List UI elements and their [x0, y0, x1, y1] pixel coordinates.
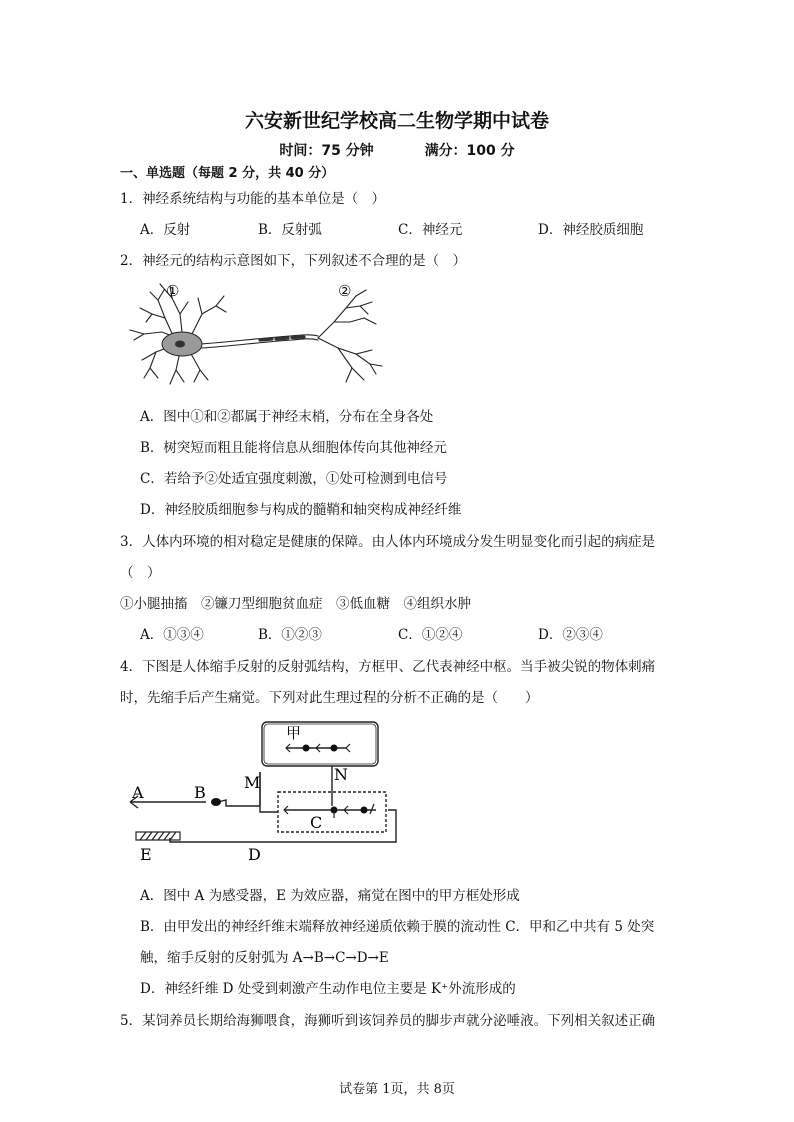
- exam-info: [0, 140, 794, 160]
- page-title: 六安新世纪学校高二生物学期中试卷: [244, 110, 549, 132]
- reflex-label-e: E: [140, 845, 152, 864]
- question-2-option-c: C．若给予②处适宜强度刺激，①处可检测到电信号: [140, 471, 448, 487]
- question-4-stem-line1: 4．下图是人体缩手反射的反射弧结构，方框甲、乙代表神经中枢。当手被尖锐的物体刺痛: [120, 659, 656, 675]
- exam-score: 满分：100 分: [424, 143, 515, 159]
- question-3-option-d: D．②③④: [538, 627, 603, 643]
- question-3-items: ①小腿抽搐 ②镰刀型细胞贫血症 ③低血糖 ④组织水肿: [120, 596, 471, 612]
- question-3-option-c: C．①②④: [398, 627, 463, 643]
- reflex-label-b: B: [194, 783, 206, 802]
- exam-time: 时间：75 分钟: [279, 143, 374, 159]
- question-1-option-c: C．神经元: [398, 222, 463, 238]
- neuron-diagram: [120, 278, 390, 390]
- question-2-stem: 2．神经元的结构示意图如下，下列叙述不合理的是（ ）: [120, 253, 467, 269]
- question-3-stem-line1: 3．人体内环境的相对稳定是健康的保障。由人体内环境成分发生明显变化而引起的病症是: [120, 534, 656, 550]
- question-4-option-d: D．神经纤维 D 处受到刺激产生动作电位主要是 K⁺外流形成的: [140, 981, 516, 997]
- question-2-option-d: D．神经胶质细胞参与构成的髓鞘和轴突构成神经纤维: [140, 502, 462, 518]
- question-3-option-b: B．①②③: [258, 627, 322, 643]
- question-1-stem: 1．神经系统结构与功能的基本单位是（ ）: [120, 191, 386, 207]
- reflex-label-jia: 甲: [286, 724, 302, 742]
- question-2-option-a: A．图中①和②都属于神经末梢，分布在全身各处: [140, 409, 434, 425]
- neuron-label-2: ②: [338, 282, 352, 300]
- question-4-option-bc-line2: 触，缩手反射的反射弧为 A→B→C→D→E: [140, 950, 389, 966]
- reflex-label-c: C: [310, 813, 323, 832]
- question-2-option-b: B．树突短而粗且能将信息从细胞体传向其他神经元: [140, 440, 447, 456]
- question-3-option-a: A．①③④: [140, 627, 204, 643]
- reflex-arc-diagram: [126, 714, 406, 866]
- section-heading: 一、单选题（每题 2 分，共 40 分）: [120, 166, 335, 181]
- reflex-label-n: N: [334, 765, 348, 784]
- question-1-option-a: A．反射: [140, 222, 191, 238]
- question-1-option-b: B．反射弧: [258, 222, 322, 238]
- reflex-label-d: D: [248, 845, 261, 864]
- reflex-label-a: A: [132, 783, 144, 802]
- question-5-stem-line1: 5．某饲养员长期给海狮喂食，海狮听到该饲养员的脚步声就分泌唾液。下列相关叙述正确: [120, 1013, 656, 1029]
- page-footer: 试卷第 1页，共 8页: [339, 1082, 455, 1097]
- question-4-option-a: A．图中 A 为感受器，E 为效应器，痛觉在图中的甲方框处形成: [140, 888, 520, 904]
- question-4-stem-line2: 时，先缩手后产生痛觉。下列对此生理过程的分析不正确的是（ ）: [120, 690, 539, 706]
- neuron-label-1: ①: [166, 282, 180, 300]
- reflex-label-m: M: [244, 773, 261, 792]
- question-4-option-bc-line1: B．由甲发出的神经纤维末端释放神经递质依赖于膜的流动性 C．甲和乙中共有 5 处突: [140, 919, 655, 935]
- question-3-stem-line2: （ ）: [120, 565, 161, 581]
- question-1-option-d: D．神经胶质细胞: [538, 222, 644, 238]
